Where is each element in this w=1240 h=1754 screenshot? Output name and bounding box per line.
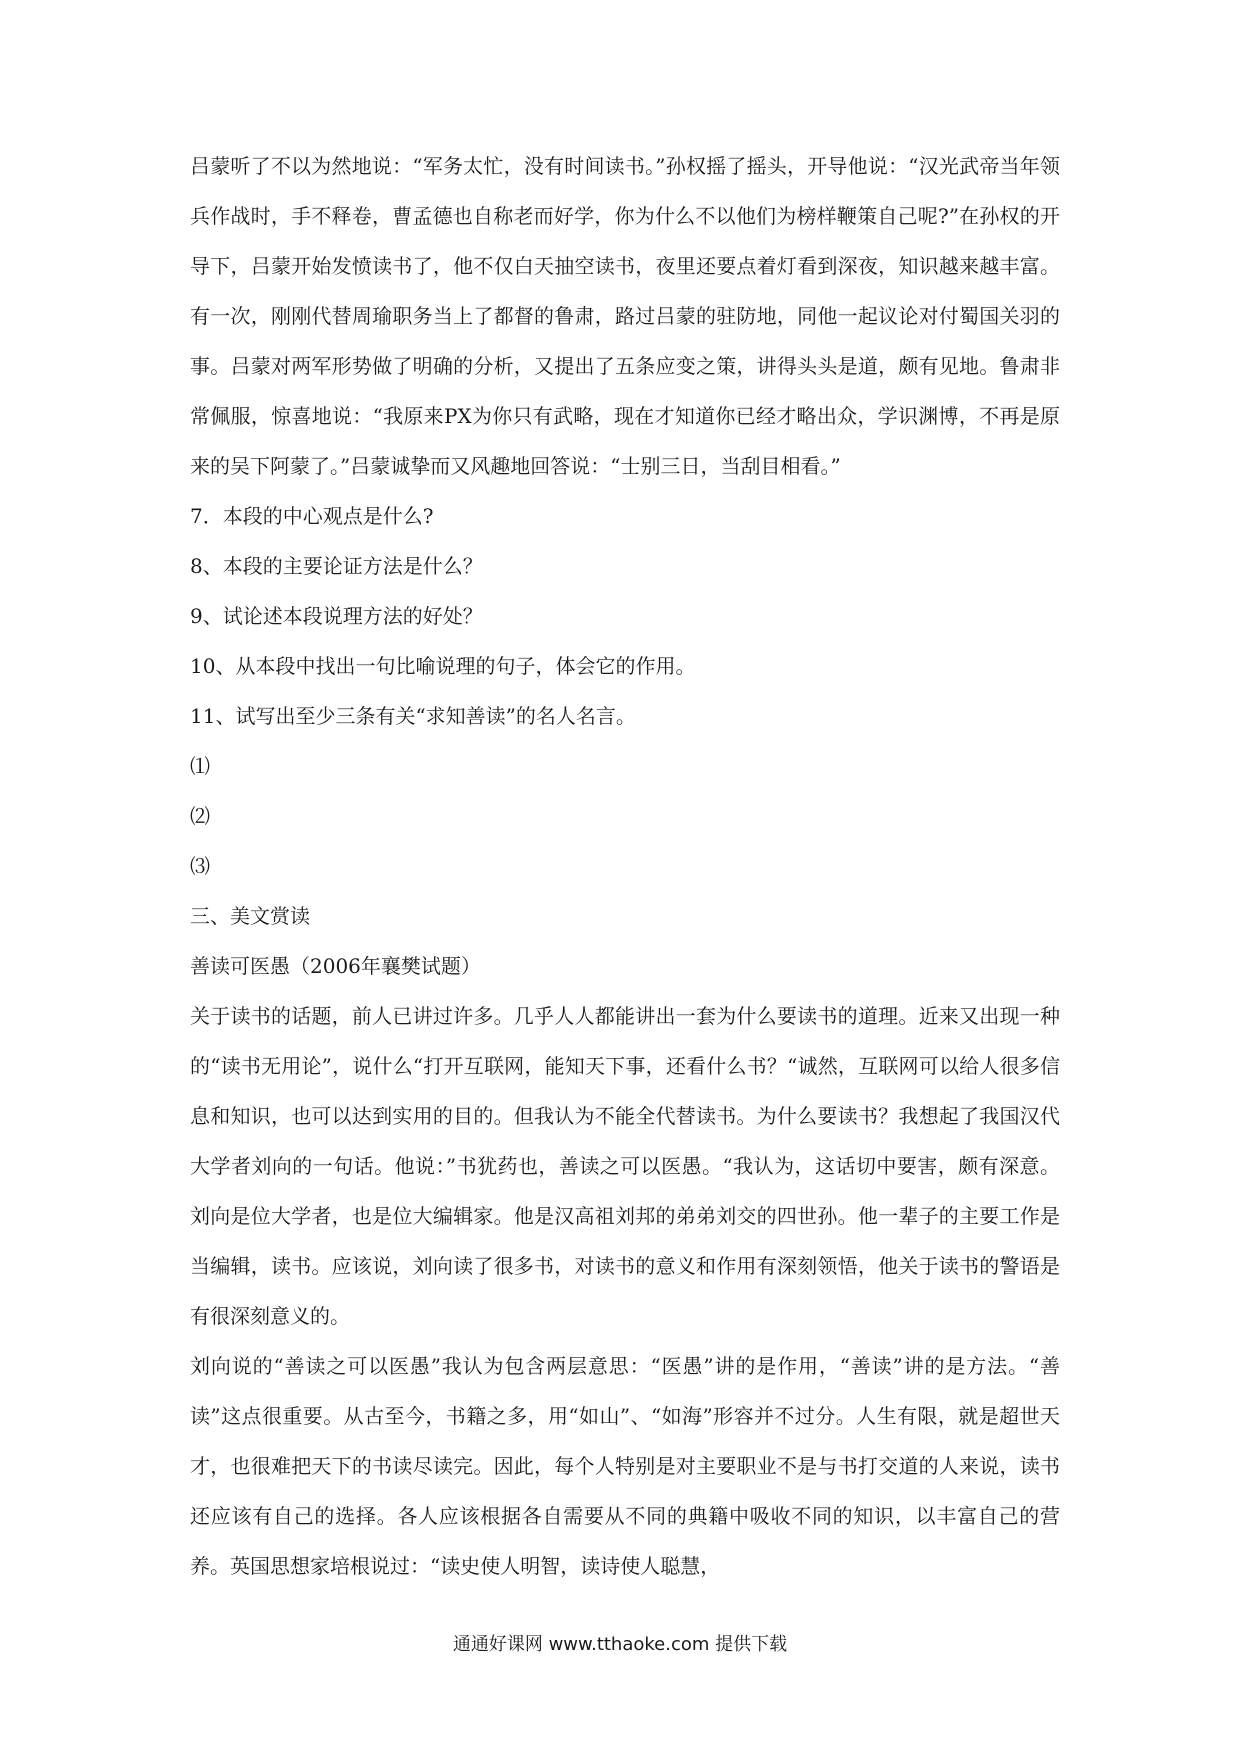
page-footer: 通通好课网 www.tthaoke.com 提供下载 xyxy=(452,1634,788,1655)
question-7: 7．本段的中心观点是什么? xyxy=(190,504,434,528)
section-heading: 三、美文赏读 xyxy=(190,904,310,928)
answer-slot-1: ⑴ xyxy=(190,754,210,778)
question-10: 10、从本段中找出一句比喻说理的句子，体会它的作用。 xyxy=(190,654,696,678)
question-8: 8、本段的主要论证方法是什么？ xyxy=(190,554,483,578)
question-11: 11、试写出至少三条有关“求知善读”的名人名言。 xyxy=(190,704,636,728)
answer-slot-2: ⑵ xyxy=(190,804,210,828)
page-body xyxy=(190,141,1060,1591)
article-paragraph-2: 刘向说的“善读之可以医愚”我认为包含两层意思：“医愚”讲的是作用，“善读”讲的是方法。“善读”这点很重要。从古至今，书籍之多，用“如山”、“如海”形容并不过分。人生有限，就是超世天才，也很难把天下的书读尽读完。因此，每个人特别是对主要职业不是与书打交道的人来说，读书还应该有自己的选择。各人应该根据各自需要从不同的典籍中吸收不同的知识，以丰富自己的营养。英国思想家培根说过：“读史使人明智，读诗使人聪慧， xyxy=(190,1354,1060,1578)
article-title: 善读可医愚（2006年襄樊试题） xyxy=(190,954,481,978)
article-paragraph-1: 关于读书的话题，前人已讲过许多。几乎人人都能讲出一套为什么要读书的道理。近来又出现一种的“读书无用论”，说什么“打开互联网，能知天下事，还看什么书？“诚然，互联网可以给人很多信息和知识，也可以达到实用的目的。但我认为不能全代替读书。为什么要读书？我想起了我国汉代大学者刘向的一句话。他说：”书犹药也，善读之可以医愚。“我认为，这话切中要害，颇有深意。刘向是位大学者，也是位大编辑家。他是汉高祖刘邦的弟弟刘交的四世孙。他一辈子的主要工作是当编辑，读书。应该说，刘向读了很多书，对读书的意义和作用有深刻领悟，他关于读书的警语是有很深刻意义的。 xyxy=(190,1004,1060,1328)
question-9: 9、试论述本段说理方法的好处？ xyxy=(190,604,483,628)
passage-lu-meng: 吕蒙听了不以为然地说：“军务太忙，没有时间读书。”孙权摇了摇头，开导他说：“汉光武帝当年领兵作战时，手不释卷，曹孟德也自称老而好学，你为什么不以他们为榜样鞭策自己呢?”在孙权的开导下，吕蒙开始发愤读书了，他不仅白天抽空读书，夜里还要点着灯看到深夜，知识越来越丰富。有一次，刚刚代替周瑜职务当上了都督的鲁肃，路过吕蒙的驻防地，同他一起议论对付蜀国关羽的事。吕蒙对两军形势做了明确的分析，又提出了五条应变之策，讲得头头是道，颇有见地。鲁肃非常佩服，惊喜地说：“我原来PX为你只有武略，现在才知道你已经才略出众，学识渊博，不再是原来的吴下阿蒙了。”吕蒙诚挚而又风趣地回答说：“士别三日，当刮目相看。” xyxy=(190,154,1060,478)
answer-slot-3: ⑶ xyxy=(190,854,210,878)
